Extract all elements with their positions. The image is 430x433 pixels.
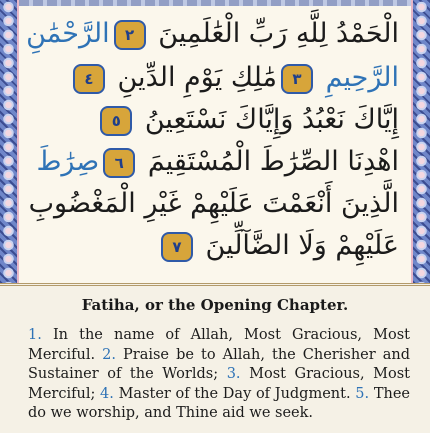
- arabic-line: [31, 142, 399, 182]
- translation-body: [28, 326, 410, 424]
- verse-number: 4.: [100, 385, 114, 402]
- arabic-line: [31, 58, 399, 98]
- arabic-line: [26, 14, 399, 54]
- verse-number: 3.: [226, 366, 241, 382]
- ornamental-border-right: [413, 0, 430, 283]
- verse-number-marker: ٢: [114, 20, 146, 50]
- verse-number-marker: ٦: [103, 148, 135, 178]
- arabic-line: [31, 100, 399, 140]
- verse-text: Master of the Day of Judgment.: [113, 385, 356, 402]
- verse-number: 1.: [28, 327, 42, 343]
- arabic-text: عَلَيْهِمْ وَلَا الضَّآلِّينَ: [196, 230, 399, 261]
- verse-text: Thee do we worship, and Thine aid we seek.: [28, 385, 410, 421]
- verse-number-marker: ٣: [281, 64, 313, 94]
- arabic-text: إِيَّاكَ نَعْبُدُ وَإِيَّاكَ نَسْتَعِينُ: [136, 104, 399, 135]
- arabic-text: الْحَمْدُ لِلَّهِ رَبِّ الْعَٰلَمِينَ: [149, 18, 399, 49]
- arabic-text: الرَّحِيمِ: [316, 62, 399, 93]
- verse-text: Most Gracious, Most Merciful;: [28, 366, 411, 402]
- translation-panel: [0, 283, 430, 433]
- arabic-text: مَٰلِكِ يَوْمِ الدِّينِ: [108, 62, 277, 93]
- verse-number-marker: ٥: [100, 106, 132, 136]
- top-ornament: [19, 0, 411, 6]
- verse-number: 2.: [102, 346, 116, 363]
- arabic-text: صِرَٰطَ: [36, 146, 100, 177]
- arabic-text: الرَّحْمَٰنِ: [26, 18, 110, 49]
- arabic-text: الَّذِينَ أَنْعَمْتَ عَلَيْهِمْ غَيْرِ الْمَغْضُوبِ: [28, 188, 399, 219]
- verse-number-marker: ٤: [73, 64, 105, 94]
- arabic-text: اهْدِنَا الصِّرَٰطَ الْمُسْتَقِيمَ: [139, 146, 399, 177]
- verse-text: Praise be to Allah, the Cherisher and Sustainer of the Worlds;: [28, 346, 410, 382]
- verse-text: In the name of Allah, Most Gracious, Most Merciful.: [28, 327, 410, 363]
- verse-number: 5.: [355, 385, 370, 402]
- ornamental-border-left: [0, 0, 17, 283]
- arabic-text-panel: [19, 0, 411, 283]
- translation-title: Fatiha, or the Opening Chapter.: [81, 296, 349, 314]
- verse-number-marker: ٧: [161, 232, 193, 262]
- arabic-line: [31, 226, 399, 266]
- arabic-line: [28, 184, 399, 224]
